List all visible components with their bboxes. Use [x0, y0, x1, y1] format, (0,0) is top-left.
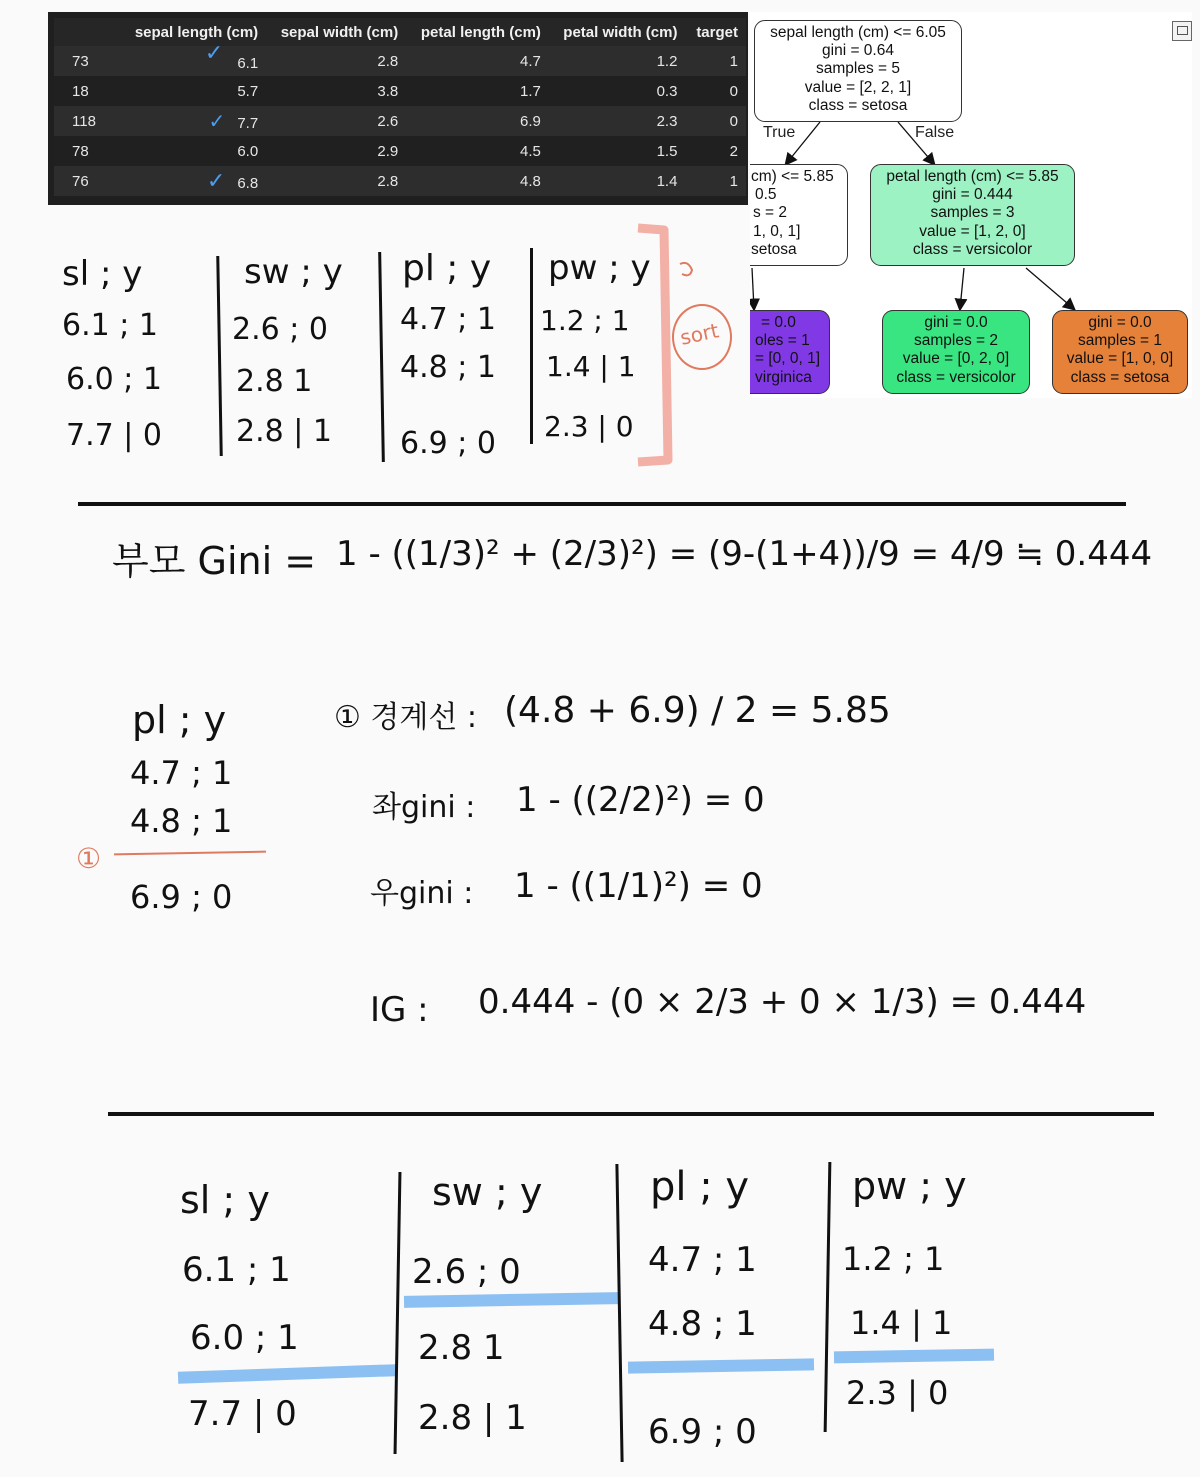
- hw-divider: [216, 256, 222, 456]
- split-highlight: [404, 1292, 618, 1308]
- row-index: 73: [54, 46, 120, 76]
- hw2-col-pw-row: 1.2 ; 1: [842, 1240, 945, 1278]
- ig-expression: 0.444 - (0 × 2/3 + 0 × 1/3) = 0.444: [478, 982, 1087, 1022]
- boundary-expression: (4.8 + 6.9) / 2 = 5.85: [504, 690, 891, 731]
- dataframe-output: [48, 12, 748, 205]
- hw-col-pw-row: 1.2 ; 1: [540, 304, 630, 337]
- column-header-sepal-length: sepal length (cm): [120, 18, 266, 46]
- hw-col-pw-header: pw ; y: [548, 248, 651, 288]
- decision-tree-plot: [750, 12, 1192, 398]
- column-header-sepal-width: sepal width (cm): [266, 18, 406, 46]
- row-index: 76: [54, 166, 120, 196]
- check-icon: ✓: [206, 168, 226, 193]
- hw2-col-sl-header: sl ; y: [180, 1178, 270, 1222]
- cell-sepal-length: ✓ 6.1: [120, 46, 266, 76]
- cell-target: 1: [685, 166, 746, 196]
- split-boundary-line: [114, 851, 266, 856]
- hw-col-pl-header: pl ; y: [402, 248, 492, 289]
- left-gini-label: 좌gini :: [372, 790, 476, 825]
- cell-petal-width: 1.5: [549, 136, 686, 166]
- row-index: 78: [54, 136, 120, 166]
- edge-left-leaf: [752, 268, 754, 309]
- edge-right-green: [960, 268, 964, 309]
- hw2-col-pw-header: pw ; y: [852, 1164, 967, 1208]
- boundary-label: ① 경계선 :: [334, 700, 478, 735]
- column-header-petal-length: petal length (cm): [406, 18, 549, 46]
- split-row: 4.8 ; 1: [130, 802, 233, 840]
- hw2-col-sl-row: 7.7 | 0: [188, 1394, 297, 1434]
- edge-label-true: True: [763, 124, 796, 141]
- split-row: 4.7 ; 1: [130, 754, 233, 792]
- parent-gini-label: 부모 Gini =: [112, 539, 317, 583]
- cell-sepal-width: 2.9: [266, 136, 406, 166]
- cell-target: 0: [685, 76, 746, 106]
- expand-icon[interactable]: [1172, 21, 1192, 41]
- cell-petal-width: 2.3: [549, 106, 686, 136]
- cell-petal-length: 1.7: [406, 76, 549, 106]
- hw2-col-pl-row: 4.8 ; 1: [648, 1304, 757, 1344]
- hw-col-pl-row: 4.8 ; 1: [400, 350, 496, 385]
- hw-col-pw-row: 2.3 | 0: [544, 410, 634, 443]
- cell-petal-length: 4.7: [406, 46, 549, 76]
- right-gini-label: 우gini :: [370, 876, 474, 911]
- split-marker: ①: [76, 842, 102, 875]
- hw2-col-pl-row: 4.7 ; 1: [648, 1240, 757, 1280]
- hw2-col-sw-row: 2.6 ; 0: [412, 1252, 521, 1292]
- cell-petal-length: 6.9: [406, 106, 549, 136]
- left-gini-expression: 1 - ((2/2)²) = 0: [516, 780, 765, 820]
- column-header-target: target: [685, 18, 746, 46]
- hw-col-sl-row: 6.1 ; 1: [62, 308, 158, 343]
- parent-gini-expression: 1 - ((1/3)² + (2/3)²) = (9-(1+4))/9 = 4/9 ≒ 0.444: [336, 534, 1153, 574]
- cell-petal-width: 1.2: [549, 46, 686, 76]
- cell-sepal-width: 2.8: [266, 46, 406, 76]
- edge-right-orange: [1026, 268, 1074, 309]
- hw-col-pw-row: 1.4 | 1: [546, 350, 636, 383]
- cell-sepal-width: 2.6: [266, 106, 406, 136]
- cell-petal-width: 0.3: [549, 76, 686, 106]
- hw2-col-pl-header: pl ; y: [650, 1164, 750, 1210]
- cell-sepal-length: 5.7: [120, 76, 266, 106]
- hw-col-pl-row: 6.9 ; 0: [400, 426, 496, 461]
- table-row: [54, 166, 746, 196]
- ig-label: IG :: [370, 990, 429, 1030]
- table-row: [54, 46, 746, 76]
- split-row: 6.9 ; 0: [130, 878, 233, 916]
- section-divider: [78, 502, 1126, 506]
- cell-sepal-length: 6.0: [120, 136, 266, 166]
- hw-col-sl-header: sl ; y: [62, 254, 143, 294]
- hw-col-sw-row: 2.8 1: [236, 364, 313, 399]
- cell-petal-length: 4.8: [406, 166, 549, 196]
- tree-leaf-versicolor: gini = 0.0 samples = 2 value = [0, 2, 0] class = versicolor: [882, 310, 1030, 394]
- hw-col-sl-row: 6.0 ; 1: [66, 362, 162, 397]
- cell-target: 1: [685, 46, 746, 76]
- cell-petal-length: 4.5: [406, 136, 549, 166]
- hw-divider: [378, 252, 385, 462]
- sort-note-text: sort: [677, 318, 721, 350]
- hw2-col-sw-row: 2.8 | 1: [418, 1398, 527, 1438]
- table-row: [54, 136, 746, 166]
- cell-target: 2: [685, 136, 746, 166]
- row-index: 118: [54, 106, 120, 136]
- edge-label-false: False: [915, 124, 955, 141]
- hw-divider: [530, 248, 533, 444]
- dataframe-table: [54, 18, 746, 196]
- cell-target: 0: [685, 106, 746, 136]
- cell-sepal-width: 2.8: [266, 166, 406, 196]
- hw-col-sw-row: 2.8 | 1: [236, 414, 332, 449]
- tree-node-right: petal length (cm) <= 5.85 gini = 0.444 samples = 3 value = [1, 2, 0] class = versicolor: [870, 164, 1075, 266]
- hw2-col-pl-row: 6.9 ; 0: [648, 1412, 757, 1452]
- row-index: 18: [54, 76, 120, 106]
- hw-divider: [615, 1164, 623, 1462]
- hw2-col-sw-row: 2.8 1: [418, 1328, 505, 1368]
- hw-col-sw-header: sw ; y: [244, 252, 343, 292]
- hw2-col-sw-header: sw ; y: [432, 1170, 543, 1214]
- check-icon: ✓: [204, 40, 224, 65]
- table-row: [54, 106, 746, 136]
- split-highlight: [628, 1358, 814, 1373]
- table-header-row: [54, 18, 746, 46]
- hw-divider: [394, 1172, 402, 1454]
- cell-sepal-length: ✓ 7.7: [120, 106, 266, 136]
- column-header-index: [54, 18, 120, 46]
- split-highlight: [178, 1364, 396, 1384]
- cell-sepal-width: 3.8: [266, 76, 406, 106]
- column-header-petal-width: petal width (cm): [549, 18, 686, 46]
- hw-col-sl-row: 7.7 | 0: [66, 418, 162, 453]
- split-highlight: [834, 1349, 994, 1364]
- cell-petal-width: 1.4: [549, 166, 686, 196]
- table-row: [54, 76, 746, 106]
- hw-col-sw-row: 2.6 ; 0: [232, 312, 328, 347]
- tree-node-root: sepal length (cm) <= 6.05 gini = 0.64 samples = 5 value = [2, 2, 1] class = setosa: [754, 20, 962, 122]
- hw2-col-pw-row: 1.4 | 1: [850, 1304, 953, 1342]
- split-header: pl ; y: [132, 698, 227, 742]
- hw2-col-pw-row: 2.3 | 0: [846, 1374, 949, 1412]
- hw-divider: [824, 1162, 832, 1432]
- right-gini-expression: 1 - ((1/1)²) = 0: [514, 866, 763, 906]
- tree-leaf-virginica: = 0.0 oles = 1 = [0, 0, 1] virginica: [750, 310, 830, 394]
- hw2-col-sl-row: 6.0 ; 1: [190, 1318, 299, 1358]
- hw2-col-sl-row: 6.1 ; 1: [182, 1250, 291, 1290]
- tree-leaf-setosa: gini = 0.0 samples = 1 value = [1, 0, 0] class = setosa: [1052, 310, 1188, 394]
- hw-col-pl-row: 4.7 ; 1: [400, 302, 496, 337]
- section-divider: [108, 1112, 1154, 1116]
- cell-sepal-length: ✓ 6.8: [120, 166, 266, 196]
- tree-node-left: cm) <= 5.85 0.5 s = 2 1, 0, 1] setosa: [750, 164, 848, 266]
- check-icon: ✓: [208, 110, 226, 133]
